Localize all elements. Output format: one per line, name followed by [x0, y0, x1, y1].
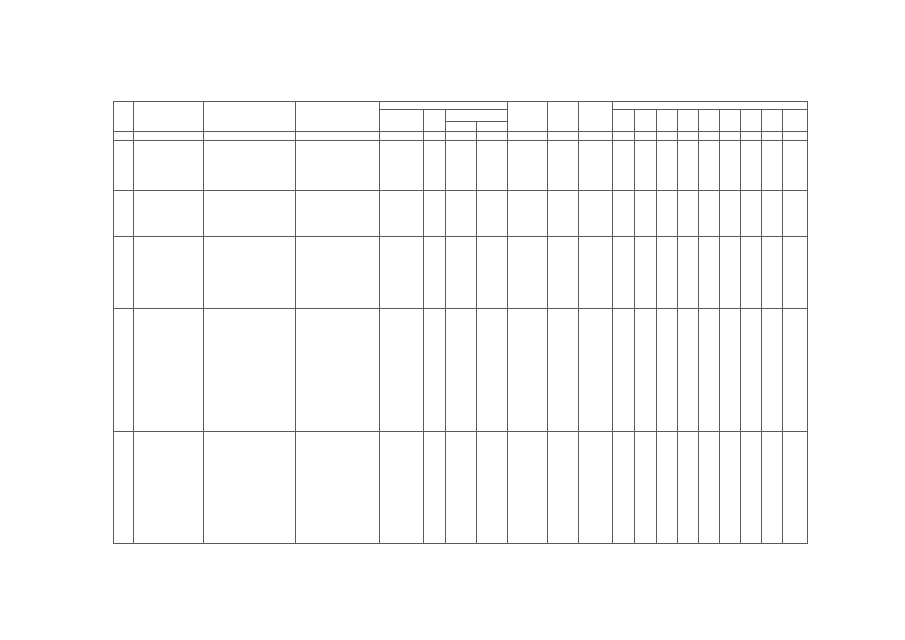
header-fact-sub-a — [446, 122, 477, 132]
header-indicators-sub-plan — [380, 110, 424, 132]
table-cell — [134, 432, 204, 544]
table-cell — [477, 309, 508, 432]
table-cell — [296, 309, 380, 432]
table-cell — [296, 191, 380, 237]
table-cell — [204, 191, 296, 237]
table-cell — [635, 141, 657, 191]
column-number-cell — [204, 132, 296, 141]
table-cell — [613, 309, 635, 432]
table-cell — [380, 141, 424, 191]
table-cell — [741, 432, 762, 544]
table-cell — [477, 141, 508, 191]
table-cell — [204, 237, 296, 309]
table-cell — [508, 191, 548, 237]
table-cell — [380, 191, 424, 237]
header-indicators-sub-fact — [446, 110, 508, 122]
table-cell — [380, 237, 424, 309]
table-cell — [446, 309, 477, 432]
table-cell — [783, 141, 808, 191]
header-col-total — [613, 110, 635, 132]
table-cell — [579, 191, 613, 237]
table-cell — [380, 309, 424, 432]
header-col-fin-6 — [741, 110, 762, 132]
table-cell — [579, 237, 613, 309]
table-cell — [635, 309, 657, 432]
table-cell — [657, 141, 678, 191]
table-cell — [762, 191, 783, 237]
table-row — [114, 141, 808, 191]
header-group-indicators — [380, 102, 508, 110]
table-cell — [613, 191, 635, 237]
table-cell — [699, 309, 720, 432]
table-cell — [657, 237, 678, 309]
table-cell — [699, 141, 720, 191]
table-cell — [114, 237, 134, 309]
table-cell — [296, 432, 380, 544]
column-number-cell — [134, 132, 204, 141]
table-cell — [741, 191, 762, 237]
header-col-fin-3 — [678, 110, 699, 132]
table-cell — [204, 432, 296, 544]
table-cell — [424, 141, 446, 191]
table-cell — [720, 432, 741, 544]
table-cell — [114, 191, 134, 237]
table-cell — [579, 141, 613, 191]
table-cell — [446, 141, 477, 191]
column-number-cell — [720, 132, 741, 141]
table-cell — [508, 237, 548, 309]
table-cell — [635, 432, 657, 544]
table-cell — [783, 432, 808, 544]
table-cell — [508, 309, 548, 432]
header-fact-sub-b — [477, 122, 508, 132]
header-col-description — [204, 102, 296, 132]
table-cell — [783, 309, 808, 432]
column-number-cell — [424, 132, 446, 141]
header-col-fin-4 — [699, 110, 720, 132]
table-cell — [678, 141, 699, 191]
table-cell — [296, 237, 380, 309]
table-cell — [508, 432, 548, 544]
table-cell — [296, 141, 380, 191]
table-cell — [204, 309, 296, 432]
column-number-cell — [380, 132, 424, 141]
column-number-cell — [548, 132, 579, 141]
table-cell — [720, 237, 741, 309]
column-number-row — [114, 132, 808, 141]
header-col-year-end — [548, 102, 579, 132]
table-cell — [134, 141, 204, 191]
column-number-cell — [741, 132, 762, 141]
table-cell — [657, 432, 678, 544]
table-row — [114, 191, 808, 237]
header-group-financing — [613, 102, 808, 110]
table-cell — [635, 191, 657, 237]
table-cell — [114, 432, 134, 544]
table-cell — [613, 141, 635, 191]
table-cell — [204, 141, 296, 191]
table-cell — [657, 191, 678, 237]
table-cell — [134, 191, 204, 237]
table-cell — [548, 237, 579, 309]
column-number-cell — [477, 132, 508, 141]
table-cell — [720, 191, 741, 237]
table-cell — [762, 432, 783, 544]
column-number-cell — [657, 132, 678, 141]
investment-program-table — [113, 101, 808, 544]
column-number-cell — [579, 132, 613, 141]
table-cell — [579, 309, 613, 432]
table-cell — [783, 237, 808, 309]
table-cell — [741, 141, 762, 191]
table-cell — [134, 309, 204, 432]
table-cell — [548, 191, 579, 237]
table-cell — [678, 237, 699, 309]
table-cell — [613, 237, 635, 309]
table-cell — [741, 237, 762, 309]
table-cell — [699, 432, 720, 544]
table-cell — [678, 309, 699, 432]
table-cell — [508, 141, 548, 191]
table-cell — [446, 237, 477, 309]
column-number-cell — [296, 132, 380, 141]
table-cell — [548, 141, 579, 191]
table-cell — [548, 309, 579, 432]
table-cell — [762, 237, 783, 309]
table-cell — [699, 191, 720, 237]
header-col-justification — [296, 102, 380, 132]
header-col-fin-8 — [783, 110, 808, 132]
table-cell — [477, 191, 508, 237]
table-cell — [699, 237, 720, 309]
column-number-cell — [783, 132, 808, 141]
table-cell — [783, 191, 808, 237]
table-cell — [762, 141, 783, 191]
table-cell — [657, 309, 678, 432]
header-col-year-start — [508, 102, 548, 132]
table-cell — [635, 237, 657, 309]
table-cell — [477, 432, 508, 544]
table-cell — [380, 432, 424, 544]
column-number-cell — [699, 132, 720, 141]
table-cell — [720, 309, 741, 432]
column-number-cell — [508, 132, 548, 141]
table-cell — [762, 309, 783, 432]
header-col-fin-7 — [762, 110, 783, 132]
table-cell — [720, 141, 741, 191]
column-number-cell — [678, 132, 699, 141]
table-cell — [548, 432, 579, 544]
header-col-fin-1 — [635, 110, 657, 132]
column-number-cell — [446, 132, 477, 141]
table-cell — [446, 432, 477, 544]
table-cell — [678, 191, 699, 237]
table-row — [114, 237, 808, 309]
table-row — [114, 309, 808, 432]
column-number-cell — [635, 132, 657, 141]
header-col-fin-2 — [657, 110, 678, 132]
table-cell — [477, 237, 508, 309]
table-cell — [134, 237, 204, 309]
table-cell — [446, 191, 477, 237]
table-cell — [579, 432, 613, 544]
table-cell — [114, 309, 134, 432]
table-cell — [613, 432, 635, 544]
table-cell — [424, 237, 446, 309]
header-col-fin-5 — [720, 110, 741, 132]
table-cell — [114, 141, 134, 191]
table-cell — [678, 432, 699, 544]
column-number-cell — [613, 132, 635, 141]
header-col-cost — [579, 102, 613, 132]
header-col-name — [134, 102, 204, 132]
table-cell — [424, 309, 446, 432]
document-page — [113, 101, 787, 544]
column-number-cell — [114, 132, 134, 141]
table-cell — [424, 191, 446, 237]
table-row — [114, 432, 808, 544]
column-number-cell — [762, 132, 783, 141]
table-cell — [424, 432, 446, 544]
header-col-no — [114, 102, 134, 132]
table-cell — [741, 309, 762, 432]
header-col-unit — [424, 110, 446, 132]
